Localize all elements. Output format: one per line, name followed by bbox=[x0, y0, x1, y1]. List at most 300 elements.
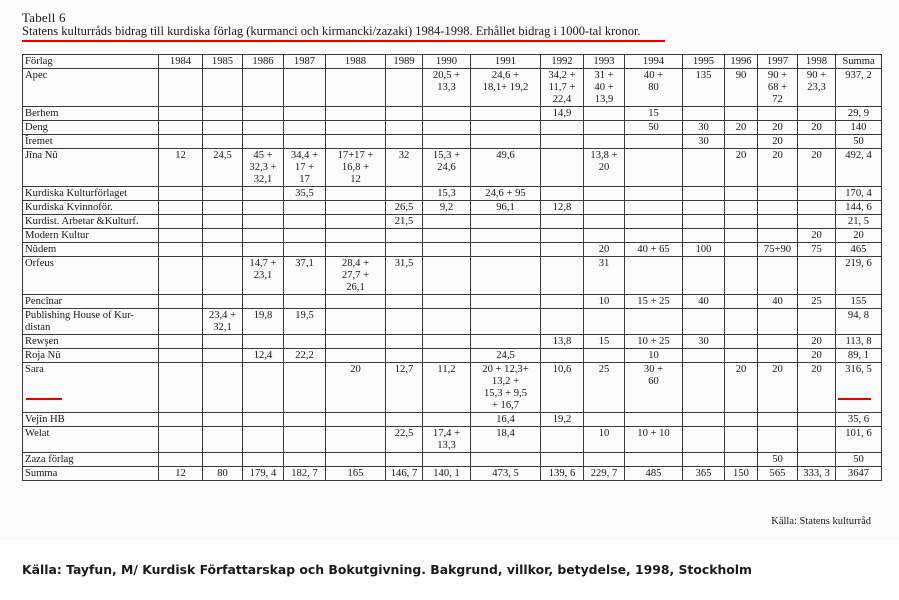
table-cell bbox=[243, 215, 284, 229]
table-cell: 40 + 65 bbox=[625, 243, 683, 257]
table-cell bbox=[625, 309, 683, 335]
table-cell: 22,5 bbox=[386, 427, 423, 453]
column-header: 1989 bbox=[386, 55, 423, 69]
table-cell bbox=[584, 349, 625, 363]
column-header: 1986 bbox=[243, 55, 284, 69]
table-cell: 165 bbox=[326, 467, 386, 481]
table-cell bbox=[758, 309, 798, 335]
table-cell: 30 bbox=[683, 335, 725, 349]
table-cell bbox=[284, 453, 326, 467]
table-cell bbox=[159, 257, 203, 295]
table-cell bbox=[471, 453, 541, 467]
table-cell bbox=[159, 427, 203, 453]
table-cell: 40 bbox=[683, 295, 725, 309]
table-cell: 50 bbox=[836, 135, 882, 149]
table-number: Tabell 6 bbox=[22, 10, 66, 25]
table-cell bbox=[541, 215, 584, 229]
publisher-name: Berhem bbox=[23, 107, 159, 121]
table-cell bbox=[159, 229, 203, 243]
table-cell: 12,8 bbox=[541, 201, 584, 215]
table-cell bbox=[326, 243, 386, 257]
table-cell bbox=[725, 453, 758, 467]
table-cell: 20 bbox=[584, 243, 625, 257]
column-header-publisher: Förlag bbox=[23, 55, 159, 69]
publisher-name: Publishing House of Kur- distan bbox=[23, 309, 159, 335]
column-header: 1991 bbox=[471, 55, 541, 69]
table-cell bbox=[423, 295, 471, 309]
table-cell bbox=[541, 453, 584, 467]
table-cell: 155 bbox=[836, 295, 882, 309]
table-cell bbox=[798, 135, 836, 149]
table-cell: 492, 4 bbox=[836, 149, 882, 187]
table-cell bbox=[584, 187, 625, 201]
table-cell bbox=[471, 135, 541, 149]
table-cell bbox=[725, 257, 758, 295]
table-cell bbox=[423, 453, 471, 467]
table-cell: 20 bbox=[798, 363, 836, 413]
column-header: 1996 bbox=[725, 55, 758, 69]
publisher-name: Vejîn HB bbox=[23, 413, 159, 427]
table-cell bbox=[386, 309, 423, 335]
table-cell bbox=[243, 295, 284, 309]
table-cell: 15,3 + 24,6 bbox=[423, 149, 471, 187]
table-cell bbox=[386, 135, 423, 149]
table-cell: 15,3 bbox=[423, 187, 471, 201]
table-cell bbox=[284, 335, 326, 349]
table-cell bbox=[423, 121, 471, 135]
table-cell bbox=[326, 309, 386, 335]
table-cell: 94, 8 bbox=[836, 309, 882, 335]
table-cell: 17,4 + 13,3 bbox=[423, 427, 471, 453]
table-cell bbox=[725, 427, 758, 453]
table-cell bbox=[386, 243, 423, 257]
table-cell: 20 bbox=[836, 229, 882, 243]
table-cell bbox=[326, 215, 386, 229]
table-cell: 113, 8 bbox=[836, 335, 882, 349]
table-cell bbox=[203, 215, 243, 229]
table-cell bbox=[423, 335, 471, 349]
table-cell bbox=[725, 187, 758, 201]
table-row bbox=[23, 363, 882, 413]
publisher-name: Zaza förlag bbox=[23, 453, 159, 467]
table-cell bbox=[284, 363, 326, 413]
table-cell bbox=[683, 107, 725, 121]
table-cell: 10 bbox=[625, 349, 683, 363]
table-cell bbox=[625, 413, 683, 427]
table-cell bbox=[243, 243, 284, 257]
table-cell bbox=[725, 229, 758, 243]
table-cell bbox=[625, 453, 683, 467]
table-cell: 135 bbox=[683, 69, 725, 107]
table-cell: 565 bbox=[758, 467, 798, 481]
table-cell: 89, 1 bbox=[836, 349, 882, 363]
table-cell: 35,5 bbox=[284, 187, 326, 201]
table-cell: 45 + 32,3 + 32,1 bbox=[243, 149, 284, 187]
table-cell bbox=[386, 349, 423, 363]
table-cell: 15 bbox=[625, 107, 683, 121]
table-cell bbox=[725, 243, 758, 257]
table-cell: 20 bbox=[798, 349, 836, 363]
table-cell bbox=[203, 257, 243, 295]
table-cell: 19,5 bbox=[284, 309, 326, 335]
table-cell: 219, 6 bbox=[836, 257, 882, 295]
table-cell bbox=[284, 215, 326, 229]
table-cell bbox=[203, 413, 243, 427]
table-cell bbox=[386, 453, 423, 467]
table-cell bbox=[683, 257, 725, 295]
table-cell bbox=[758, 201, 798, 215]
table-cell bbox=[159, 121, 203, 135]
column-header: 1988 bbox=[326, 55, 386, 69]
table-cell bbox=[243, 187, 284, 201]
table-cell: 12 bbox=[159, 467, 203, 481]
table-cell bbox=[159, 69, 203, 107]
table-cell bbox=[541, 243, 584, 257]
table-cell bbox=[159, 363, 203, 413]
table-cell bbox=[541, 135, 584, 149]
column-header: 1984 bbox=[159, 55, 203, 69]
table-cell: 140 bbox=[836, 121, 882, 135]
table-cell bbox=[284, 229, 326, 243]
table-row bbox=[23, 135, 882, 149]
table-cell bbox=[683, 363, 725, 413]
table-cell: 333, 3 bbox=[798, 467, 836, 481]
table-cell bbox=[625, 135, 683, 149]
table-cell bbox=[683, 349, 725, 363]
table-cell: 10,6 bbox=[541, 363, 584, 413]
publisher-name: Nûdem bbox=[23, 243, 159, 257]
column-header: 1990 bbox=[423, 55, 471, 69]
table-cell bbox=[284, 121, 326, 135]
table-cell bbox=[203, 453, 243, 467]
table-cell: 26,5 bbox=[386, 201, 423, 215]
table-cell: 465 bbox=[836, 243, 882, 257]
table-row bbox=[23, 309, 882, 335]
table-cell bbox=[203, 243, 243, 257]
table-cell bbox=[284, 413, 326, 427]
grant-table bbox=[22, 54, 882, 481]
table-cell: 15 bbox=[584, 335, 625, 349]
table-cell: 150 bbox=[725, 467, 758, 481]
table-cell bbox=[284, 107, 326, 121]
table-cell: 40 bbox=[758, 295, 798, 309]
column-header: 1994 bbox=[625, 55, 683, 69]
table-cell bbox=[284, 243, 326, 257]
table-row bbox=[23, 215, 882, 229]
publisher-name: Kurdiska Kulturförlaget bbox=[23, 187, 159, 201]
table-cell: 20 bbox=[725, 363, 758, 413]
table-cell bbox=[471, 335, 541, 349]
table-cell: 9,2 bbox=[423, 201, 471, 215]
table-cell: 31,5 bbox=[386, 257, 423, 295]
table-cell bbox=[243, 453, 284, 467]
table-row bbox=[23, 427, 882, 453]
table-cell bbox=[798, 413, 836, 427]
column-header: 1998 bbox=[798, 55, 836, 69]
table-cell bbox=[798, 427, 836, 453]
table-cell bbox=[386, 229, 423, 243]
table-cell: 12,7 bbox=[386, 363, 423, 413]
table-row bbox=[23, 453, 882, 467]
table-cell bbox=[541, 295, 584, 309]
table-cell: 24,5 bbox=[471, 349, 541, 363]
table-row bbox=[23, 187, 882, 201]
table-cell bbox=[541, 349, 584, 363]
table-cell bbox=[203, 187, 243, 201]
table-cell bbox=[243, 69, 284, 107]
table-row bbox=[23, 295, 882, 309]
table-cell: 100 bbox=[683, 243, 725, 257]
table-cell: 20 + 12,3+ 13,2 + 15,3 + 9,5 + 16,7 bbox=[471, 363, 541, 413]
table-cell bbox=[758, 187, 798, 201]
table-cell bbox=[471, 309, 541, 335]
table-cell bbox=[471, 229, 541, 243]
table-cell bbox=[386, 107, 423, 121]
table-cell bbox=[798, 453, 836, 467]
publisher-name: Apec bbox=[23, 69, 159, 107]
table-cell bbox=[423, 257, 471, 295]
table-cell bbox=[758, 229, 798, 243]
publisher-name: Modern Kultur bbox=[23, 229, 159, 243]
table-cell bbox=[471, 121, 541, 135]
column-header: Summa bbox=[836, 55, 882, 69]
table-cell bbox=[584, 201, 625, 215]
table-cell bbox=[326, 187, 386, 201]
table-cell bbox=[471, 243, 541, 257]
table-cell bbox=[625, 187, 683, 201]
table-cell bbox=[243, 229, 284, 243]
table-cell bbox=[326, 427, 386, 453]
footer-citation: Källa: Tayfun, M/ Kurdisk Författarskap och Bokutgivning. Bakgrund, villkor, betydelse, 1998, Stockholm bbox=[22, 562, 752, 577]
table-cell bbox=[203, 121, 243, 135]
table-cell: 50 bbox=[625, 121, 683, 135]
table-cell bbox=[725, 135, 758, 149]
table-cell bbox=[725, 295, 758, 309]
table-cell: 40 + 80 bbox=[625, 69, 683, 107]
table-cell: 75 bbox=[798, 243, 836, 257]
table-cell: 10 + 25 bbox=[625, 335, 683, 349]
table-cell: 19,8 bbox=[243, 309, 284, 335]
source-note: Källa: Statens kulturråd bbox=[771, 516, 871, 527]
table-cell bbox=[725, 309, 758, 335]
table-cell bbox=[326, 201, 386, 215]
table-cell: 140, 1 bbox=[423, 467, 471, 481]
caption-red-underline bbox=[22, 40, 665, 42]
table-cell: 31 bbox=[584, 257, 625, 295]
table-cell: 22,2 bbox=[284, 349, 326, 363]
publisher-name: Jîna Nû bbox=[23, 149, 159, 187]
table-cell bbox=[725, 201, 758, 215]
column-header: 1985 bbox=[203, 55, 243, 69]
table-cell bbox=[625, 215, 683, 229]
table-cell: 34,2 + 11,7 + 22,4 bbox=[541, 69, 584, 107]
table-cell bbox=[284, 135, 326, 149]
table-cell: 12,4 bbox=[243, 349, 284, 363]
table-cell: 20 bbox=[798, 335, 836, 349]
table-row bbox=[23, 413, 882, 427]
table-cell bbox=[326, 413, 386, 427]
table-cell bbox=[203, 201, 243, 215]
table-cell bbox=[159, 453, 203, 467]
table-cell bbox=[683, 215, 725, 229]
table-cell bbox=[541, 121, 584, 135]
table-cell bbox=[471, 107, 541, 121]
table-cell: 10 bbox=[584, 295, 625, 309]
table-cell bbox=[798, 201, 836, 215]
table-cell: 144, 6 bbox=[836, 201, 882, 215]
table-cell bbox=[625, 257, 683, 295]
column-header: 1993 bbox=[584, 55, 625, 69]
table-cell bbox=[725, 335, 758, 349]
table-cell bbox=[471, 295, 541, 309]
publisher-name: Sara bbox=[23, 363, 159, 413]
table-cell bbox=[584, 135, 625, 149]
table-row bbox=[23, 229, 882, 243]
table-cell bbox=[683, 187, 725, 201]
table-cell: 50 bbox=[836, 453, 882, 467]
table-row bbox=[23, 149, 882, 187]
table-cell bbox=[758, 257, 798, 295]
table-cell: 20,5 + 13,3 bbox=[423, 69, 471, 107]
table-cell: 75+90 bbox=[758, 243, 798, 257]
table-cell bbox=[423, 349, 471, 363]
table-cell bbox=[758, 427, 798, 453]
table-cell: 96,1 bbox=[471, 201, 541, 215]
table-cell bbox=[584, 229, 625, 243]
table-cell: 20 bbox=[725, 149, 758, 187]
table-cell: 20 bbox=[758, 363, 798, 413]
table-cell: 10 + 10 bbox=[625, 427, 683, 453]
table-cell bbox=[203, 69, 243, 107]
table-cell bbox=[423, 309, 471, 335]
table-cell bbox=[326, 121, 386, 135]
table-cell bbox=[203, 107, 243, 121]
table-cell bbox=[203, 135, 243, 149]
table-row bbox=[23, 335, 882, 349]
table-cell: 15 + 25 bbox=[625, 295, 683, 309]
table-cell bbox=[159, 107, 203, 121]
table-cell bbox=[243, 201, 284, 215]
table-cell bbox=[725, 215, 758, 229]
table-cell bbox=[758, 413, 798, 427]
table-cell bbox=[798, 257, 836, 295]
table-cell: 19,2 bbox=[541, 413, 584, 427]
table-cell bbox=[386, 69, 423, 107]
sara-name-red-underline bbox=[26, 398, 62, 400]
table-cell bbox=[243, 335, 284, 349]
table-cell: 20 bbox=[758, 121, 798, 135]
table-cell: 14,9 bbox=[541, 107, 584, 121]
table-cell bbox=[159, 349, 203, 363]
table-cell bbox=[423, 413, 471, 427]
table-cell: 37,1 bbox=[284, 257, 326, 295]
table-cell: 365 bbox=[683, 467, 725, 481]
table-cell: 10 bbox=[584, 427, 625, 453]
table-cell: 20 bbox=[725, 121, 758, 135]
table-cell bbox=[584, 121, 625, 135]
table-cell bbox=[326, 69, 386, 107]
table-cell bbox=[386, 295, 423, 309]
table-cell: 90 + 23,3 bbox=[798, 69, 836, 107]
column-header: 1992 bbox=[541, 55, 584, 69]
publisher-name: Orfeus bbox=[23, 257, 159, 295]
table-cell bbox=[541, 427, 584, 453]
table-cell: 485 bbox=[625, 467, 683, 481]
table-cell: 13,8 + 20 bbox=[584, 149, 625, 187]
table-cell bbox=[159, 335, 203, 349]
table-cell: 937, 2 bbox=[836, 69, 882, 107]
table-cell bbox=[284, 201, 326, 215]
table-cell: 31 + 40 + 13,9 bbox=[584, 69, 625, 107]
table-cell bbox=[625, 229, 683, 243]
table-cell bbox=[798, 309, 836, 335]
table-cell bbox=[758, 349, 798, 363]
table-cell bbox=[471, 257, 541, 295]
table-cell bbox=[541, 187, 584, 201]
table-cell: 21,5 bbox=[386, 215, 423, 229]
table-cell: 25 bbox=[798, 295, 836, 309]
table-cell bbox=[683, 413, 725, 427]
table-cell bbox=[243, 107, 284, 121]
column-header: 1995 bbox=[683, 55, 725, 69]
table-cell bbox=[423, 135, 471, 149]
table-cell: 20 bbox=[798, 149, 836, 187]
table-cell bbox=[758, 107, 798, 121]
table-cell bbox=[758, 215, 798, 229]
table-row bbox=[23, 243, 882, 257]
table-cell bbox=[683, 149, 725, 187]
publisher-name: Kurdist. Arbetar &Kulturf. bbox=[23, 215, 159, 229]
table-cell bbox=[326, 349, 386, 363]
table-cell: 20 bbox=[798, 229, 836, 243]
publisher-name: Deng bbox=[23, 121, 159, 135]
table-cell bbox=[326, 295, 386, 309]
table-cell bbox=[159, 243, 203, 257]
publisher-name: Welat bbox=[23, 427, 159, 453]
table-cell bbox=[541, 149, 584, 187]
table-cell bbox=[798, 107, 836, 121]
table-cell bbox=[625, 149, 683, 187]
table-cell bbox=[423, 229, 471, 243]
table-cell: 28,4 + 27,7 + 26,1 bbox=[326, 257, 386, 295]
table-cell: 18,4 bbox=[471, 427, 541, 453]
table-cell bbox=[284, 69, 326, 107]
table-cell bbox=[584, 413, 625, 427]
table-cell bbox=[243, 413, 284, 427]
publisher-name: Îremet bbox=[23, 135, 159, 149]
table-cell bbox=[584, 309, 625, 335]
table-cell bbox=[326, 453, 386, 467]
table-cell bbox=[243, 363, 284, 413]
table-cell: 20 bbox=[758, 135, 798, 149]
table-cell bbox=[386, 187, 423, 201]
table-cell bbox=[203, 349, 243, 363]
table-cell bbox=[243, 427, 284, 453]
table-cell bbox=[625, 201, 683, 215]
table-cell: 179, 4 bbox=[243, 467, 284, 481]
table-cell: 146, 7 bbox=[386, 467, 423, 481]
table-cell bbox=[159, 201, 203, 215]
table-cell bbox=[386, 335, 423, 349]
table-cell bbox=[541, 309, 584, 335]
table-row bbox=[23, 257, 882, 295]
table-cell bbox=[326, 135, 386, 149]
table-row bbox=[23, 467, 882, 481]
table-cell bbox=[541, 257, 584, 295]
table-cell: 229, 7 bbox=[584, 467, 625, 481]
table-row bbox=[23, 107, 882, 121]
table-cell bbox=[159, 215, 203, 229]
